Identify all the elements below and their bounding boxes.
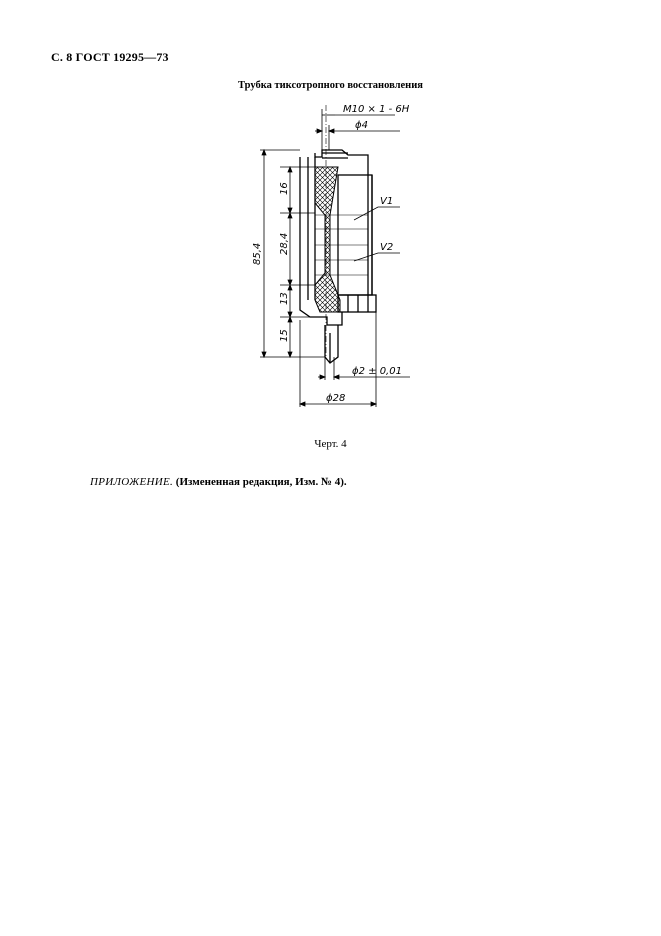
tube-body bbox=[300, 150, 376, 363]
figure-caption: Черт. 4 bbox=[314, 438, 347, 450]
appendix-revision: (Измененная редакция, Изм. № 4). bbox=[175, 476, 347, 488]
dia-tip-label: ϕ2 ± 0,01 bbox=[352, 366, 402, 377]
figure-title: Трубка тиксотропного восстановления bbox=[238, 80, 423, 91]
dia-body-label: ϕ28 bbox=[326, 393, 346, 404]
dim-85-4: 85,4 bbox=[252, 242, 263, 265]
v1-label: V1 bbox=[380, 196, 394, 207]
dim-13: 13 bbox=[279, 292, 290, 305]
dim-28-4: 28,4 bbox=[279, 232, 290, 255]
v2-label: V2 bbox=[380, 242, 394, 253]
hatched-insert bbox=[315, 167, 340, 312]
dim-15: 15 bbox=[279, 329, 290, 342]
dim-16: 16 bbox=[279, 182, 290, 195]
technical-drawing bbox=[230, 95, 430, 415]
dia-top-label: ϕ4 bbox=[355, 120, 368, 131]
appendix-label: ПРИЛОЖЕНИЕ. bbox=[90, 476, 174, 488]
appendix-note bbox=[90, 476, 347, 488]
thread-label: M10 × 1 - 6H bbox=[343, 104, 410, 115]
page-header: С. 8 ГОСТ 19295—73 bbox=[51, 50, 169, 64]
